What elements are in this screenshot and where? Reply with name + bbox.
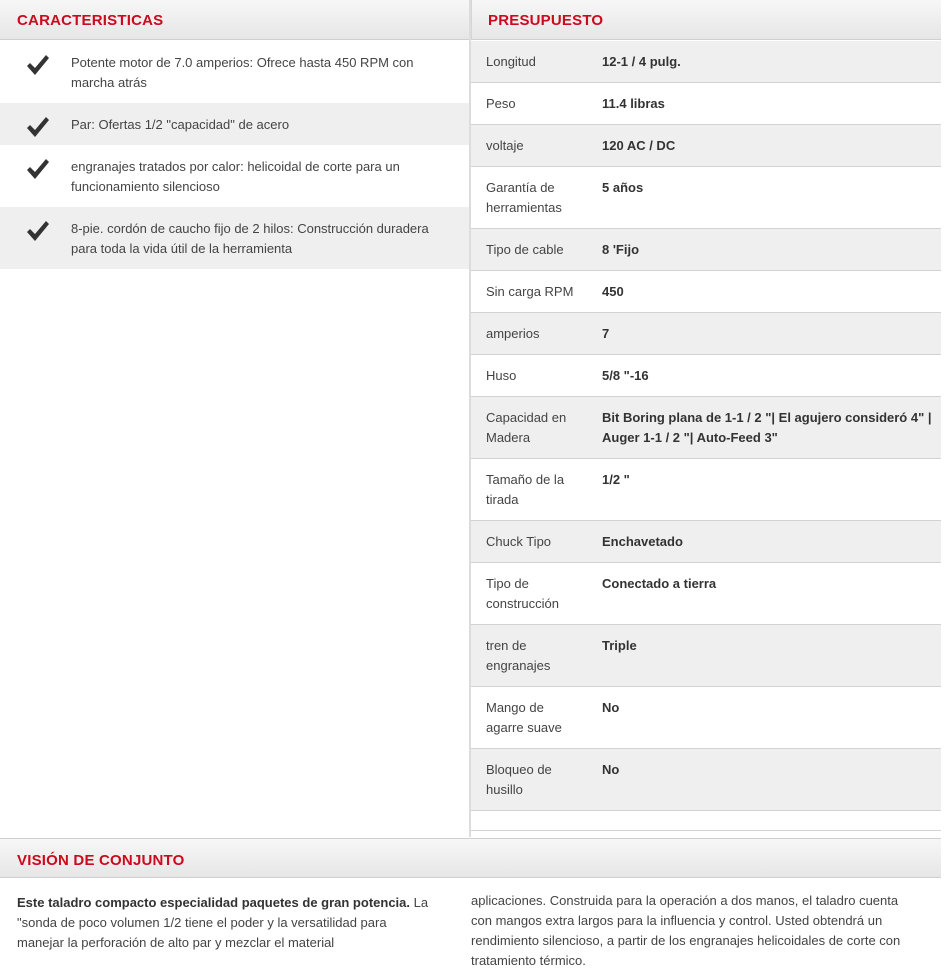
spec-value-empty [587, 811, 941, 831]
spec-label: tren de engranajes [471, 625, 587, 687]
feature-item [0, 41, 469, 103]
features-list [0, 41, 469, 269]
checkmark-icon [26, 220, 50, 242]
spec-label: Sin carga RPM [471, 271, 587, 313]
spec-row [471, 83, 941, 125]
spec-label-empty [471, 811, 587, 831]
overview-text-left [17, 893, 437, 953]
spec-row [471, 687, 941, 749]
spec-row [471, 749, 941, 811]
spec-label: Chuck Tipo [471, 521, 587, 563]
spec-label: Bloqueo de husillo [471, 749, 587, 811]
feature-text: engranajes tratados por calor: helicoidal de corte para un funcionamiento silencioso [71, 159, 400, 194]
checkmark-icon [26, 54, 50, 76]
spec-row [471, 125, 941, 167]
spec-value: No [587, 687, 941, 749]
specs-table [471, 41, 941, 831]
spec-row [471, 271, 941, 313]
spec-label: Garantía de herramientas [471, 167, 587, 229]
spec-row [471, 41, 941, 83]
specs-header [471, 0, 941, 40]
feature-text: 8-pie. cordón de caucho fijo de 2 hilos: Construcción duradera para toda la vida útil de la herramienta [71, 221, 429, 256]
spec-label: voltaje [471, 125, 587, 167]
overview-lead-bold: Este taladro compacto especialidad paquetes de gran potencia. [17, 895, 411, 910]
overview-lead-rest: La "sonda de poco volumen 1/2 tiene el poder y la versatilidad para manejar la perforación de alto par y mezclar el material [17, 895, 429, 950]
feature-item [0, 103, 469, 145]
specs-title: PRESUPUESTO [488, 12, 604, 29]
spec-label: Tipo de construcción [471, 563, 587, 625]
spec-value: 8 'Fijo [587, 229, 941, 271]
spec-value: 5 años [587, 167, 941, 229]
spec-label: Tamaño de la tirada [471, 459, 587, 521]
features-title: CARACTERISTICAS [17, 12, 164, 29]
spec-value: 450 [587, 271, 941, 313]
spec-row [471, 459, 941, 521]
spec-row [471, 563, 941, 625]
spec-row-empty [471, 811, 941, 831]
spec-row [471, 355, 941, 397]
spec-value: 11.4 libras [587, 83, 941, 125]
checkmark-icon [26, 116, 50, 138]
feature-item [0, 145, 469, 207]
spec-label: Peso [471, 83, 587, 125]
spec-row [471, 167, 941, 229]
feature-item [0, 207, 469, 269]
spec-label: Huso [471, 355, 587, 397]
spec-value: Conectado a tierra [587, 563, 941, 625]
spec-value: Enchavetado [587, 521, 941, 563]
spec-value: 12-1 / 4 pulg. [587, 41, 941, 83]
spec-row [471, 313, 941, 355]
spec-label: amperios [471, 313, 587, 355]
overview-title: VISIÓN DE CONJUNTO [17, 852, 185, 869]
spec-value: No [587, 749, 941, 811]
spec-label: Mango de agarre suave [471, 687, 587, 749]
spec-value: Bit Boring plana de 1-1 / 2 "| El agujero consideró 4" | Auger 1-1 / 2 "| Auto-Feed 3" [587, 397, 941, 459]
features-header [0, 0, 469, 40]
checkmark-icon [26, 158, 50, 180]
feature-text: Potente motor de 7.0 amperios: Ofrece hasta 450 RPM con marcha atrás [71, 55, 414, 90]
overview-header [0, 838, 941, 878]
spec-row [471, 229, 941, 271]
spec-label: Tipo de cable [471, 229, 587, 271]
spec-value: Triple [587, 625, 941, 687]
spec-label: Capacidad en Madera [471, 397, 587, 459]
spec-row [471, 625, 941, 687]
spec-value: 1/2 " [587, 459, 941, 521]
spec-label: Longitud [471, 41, 587, 83]
spec-row [471, 397, 941, 459]
spec-row [471, 521, 941, 563]
spec-value: 120 AC / DC [587, 125, 941, 167]
overview-text-right: aplicaciones. Construida para la operación a dos manos, el taladro cuenta con mangos extra largos para la influencia y control. Usted obtendrá un rendimiento silencioso, a partir de los engranajes helicoidales de corte con tratamiento térmico. [471, 893, 901, 968]
spec-value: 5/8 "-16 [587, 355, 941, 397]
spec-value: 7 [587, 313, 941, 355]
feature-text: Par: Ofertas 1/2 "capacidad" de acero [71, 117, 290, 132]
